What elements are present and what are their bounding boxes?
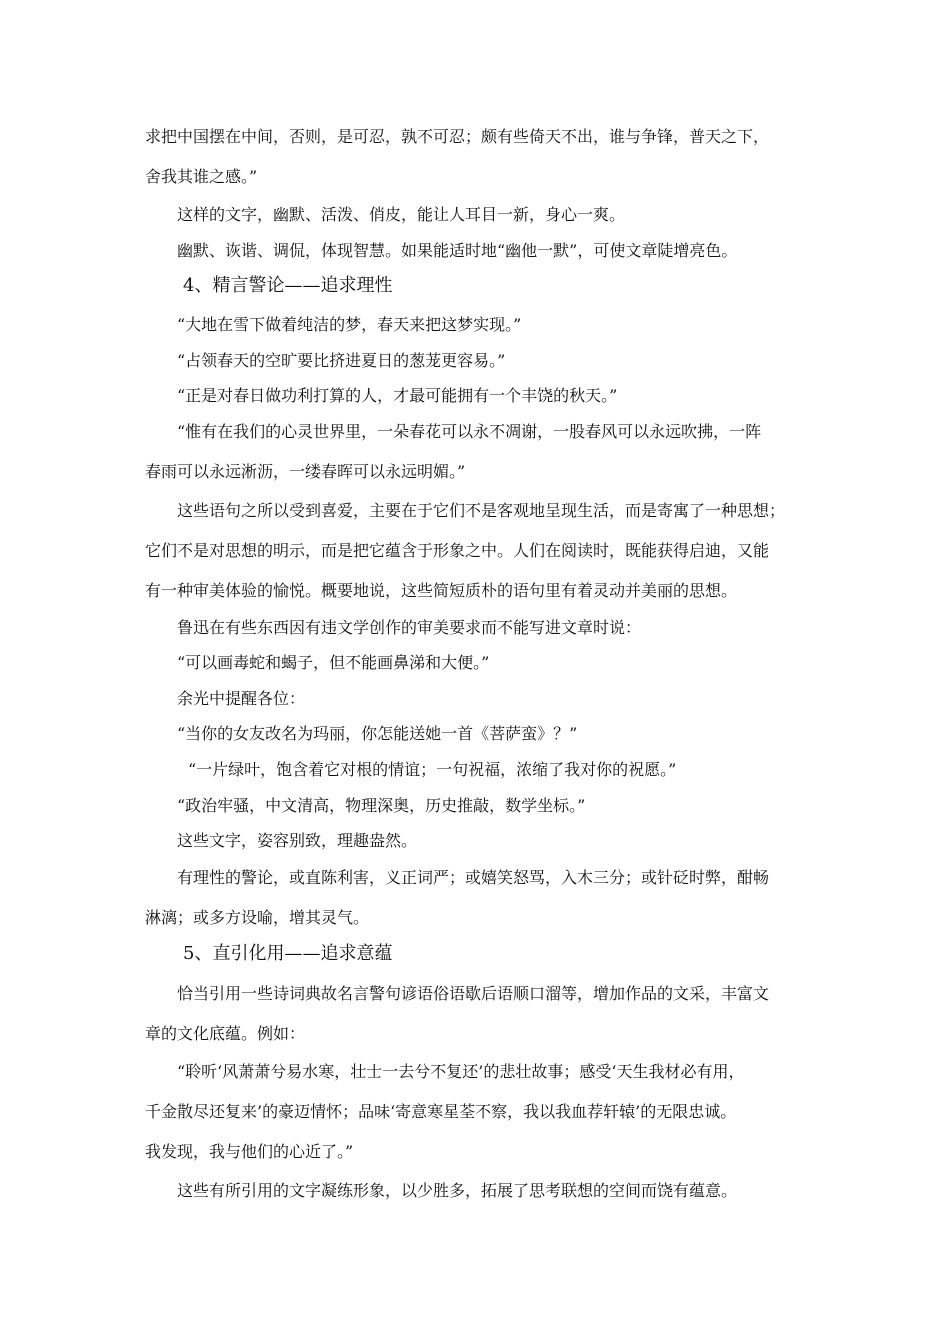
quote-line-4: “惟有在我们的心灵世界里，一朵春花可以永不凋谢，一股春风可以永远吹拂，一阵 [177, 422, 762, 441]
quote-line-12: 我发现，我与他们的心近了。” [145, 1142, 354, 1161]
quote-line-3: “正是对春日做功利打算的人，才最可能拥有一个丰饶的秋天。” [177, 386, 618, 405]
quote-line-10: “聆听‘风萧萧兮易水寒，壮士一去兮不复还’的悲壮故事；感受‘天生我材必有用， [177, 1062, 745, 1081]
paragraph-line-15: 这些有所引用的文字凝练形象，以少胜多，拓展了思考联想的空间而饶有蕴意。 [177, 1181, 738, 1200]
paragraph-line-3: 这样的文字，幽默、活泼、俏皮，能让人耳目一新，身心一爽。 [177, 205, 626, 224]
quote-line-11: 千金散尽还复来’的豪迈情怀；品味‘寄意寒星荃不察，我以我血荐轩辕’的无限忠诚。 [145, 1102, 737, 1121]
quote-line-9: “政治牢骚，中文清高，物理深奥，历史推敲，数学坐标。” [177, 796, 586, 815]
quote-line-5: 春雨可以永远淅沥，一缕春晖可以永远明媚。” [145, 462, 466, 481]
quote-line-2: “占领春天的空旷要比挤进夏日的葱茏更容易。” [177, 351, 506, 370]
paragraph-line-5: 这些语句之所以受到喜爱，主要在于它们不是客观地呈现生活，而是寄寓了一种思想； [177, 501, 786, 520]
quote-line-7: “当你的女友改名为玛丽，你怎能送她一首《菩萨蛮》？” [177, 724, 578, 743]
section-heading-4: 4、精言警论——追求理性 [183, 275, 393, 296]
paragraph-line-10: 这些文字，姿容别致，理趣盎然。 [177, 831, 418, 850]
paragraph-line-14: 章的文化底蕴。例如： [145, 1024, 306, 1043]
section-heading-5: 5、直引化用——追求意蕴 [183, 943, 393, 964]
paragraph-line-13: 恰当引用一些诗词典故名言警句谚语俗语歇后语顺口溜等，增加作品的文采，丰富文 [177, 984, 770, 1003]
quote-line-8: “一片绿叶，饱含着它对根的情谊；一句祝福，浓缩了我对你的祝愿。” [188, 760, 677, 779]
paragraph-line-8: 鲁迅在有些东西因有违文学创作的审美要求而不能写进文章时说： [177, 618, 642, 637]
quote-line-6: “可以画毒蛇和蝎子，但不能画鼻涕和大便。” [177, 653, 490, 672]
paragraph-line-11: 有理性的警论，或直陈利害，义正词严；或嬉笑怒骂，入木三分；或针砭时弊，酣畅 [177, 868, 770, 887]
paragraph-line-12: 淋漓；或多方设喻，增其灵气。 [145, 908, 370, 927]
paragraph-line-6: 它们不是对思想的明示，而是把它蕴含于形象之中。人们在阅读时，既能获得启迪，又能 [145, 541, 770, 560]
quote-line-1: “大地在雪下做着纯洁的梦，春天来把这梦实现。” [177, 315, 522, 334]
paragraph-line-2: 舍我其谁之感。” [145, 167, 258, 186]
paragraph-line-1: 求把中国摆在中间，否则，是可忍，孰不可忍；颇有些倚天不出，谁与争锋，普天之下， [145, 127, 770, 146]
paragraph-line-7: 有一种审美体验的愉悦。概要地说，这些简短质朴的语句里有着灵动并美丽的思想。 [145, 581, 738, 600]
paragraph-line-9: 余光中提醒各位： [177, 689, 306, 708]
paragraph-line-4: 幽默、诙谐、调侃，体现智慧。如果能适时地“幽他一默”，可使文章陡增亮色。 [177, 241, 738, 260]
